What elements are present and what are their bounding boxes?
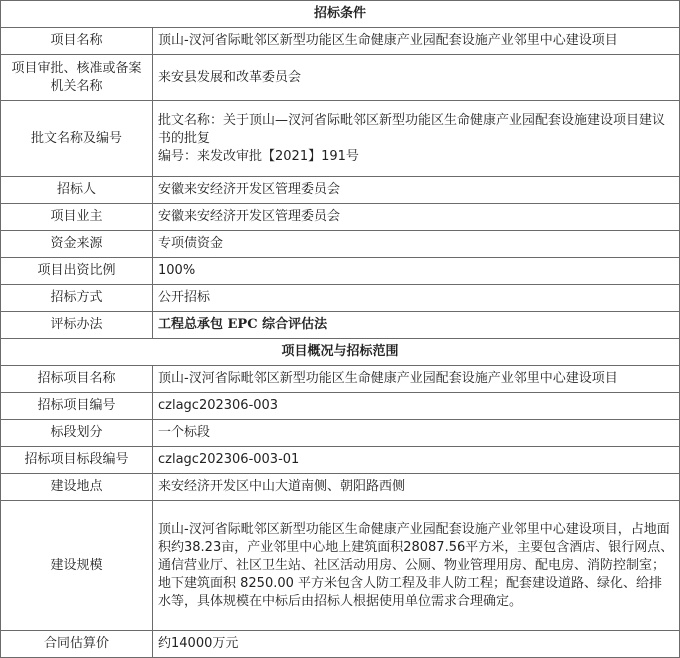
row-value: 约14000万元	[153, 631, 680, 658]
table-row	[1, 204, 680, 231]
table-row	[1, 258, 680, 285]
row-value: 来安经济开发区中山大道南侧、朝阳路西侧	[153, 474, 680, 501]
row-value: 顶山-汊河省际毗邻区新型功能区生命健康产业园配套设施产业邻里中心建设项目，占地面积约38.23亩，产业邻里中心地上建筑面积28087.56平方米，主要包含酒店、银行网点、通信营业厅、社区卫生站、社区活动用房、公厕、物业管理用房、配电房、消防控制室；地下建筑面积 8250.00 平方米包含人防工程及非人防工程；配套建设道路、绿化、给排水等，具体规模在中标后由招标人根据使用单位需求合理确定。	[153, 501, 680, 631]
row-label: 建设规模	[1, 501, 153, 631]
row-label: 招标人	[1, 177, 153, 204]
row-value: 来安县发展和改革委员会	[153, 55, 680, 101]
row-value: 安徽来安经济开发区管理委员会	[153, 177, 680, 204]
table-row	[1, 177, 680, 204]
row-label: 合同估算价	[1, 631, 153, 658]
row-label: 项目名称	[1, 28, 153, 55]
row-label: 招标项目名称	[1, 366, 153, 393]
table-row	[1, 231, 680, 258]
section-title-overview: 项目概况与招标范围	[1, 339, 680, 366]
approval-doc-number: 编号：来发改审批【2021】191号	[158, 148, 359, 164]
approval-doc-cell	[153, 101, 680, 177]
row-label: 项目审批、核准或备案机关名称	[1, 55, 153, 101]
row-value: 100%	[153, 258, 680, 285]
row-value: 专项债资金	[153, 231, 680, 258]
table-row	[1, 474, 680, 501]
row-label: 项目业主	[1, 204, 153, 231]
table-row	[1, 420, 680, 447]
table-row	[1, 285, 680, 312]
row-value: czlagc202306-003-01	[153, 447, 680, 474]
table-row	[1, 447, 680, 474]
section-header-row	[1, 339, 680, 366]
table-row	[1, 312, 680, 339]
row-label: 招标项目编号	[1, 393, 153, 420]
row-value: 顶山-汊河省际毗邻区新型功能区生命健康产业园配套设施产业邻里中心建设项目	[153, 28, 680, 55]
row-value: 公开招标	[153, 285, 680, 312]
table-row	[1, 28, 680, 55]
row-value: 一个标段	[153, 420, 680, 447]
row-label: 标段划分	[1, 420, 153, 447]
row-value: 工程总承包 EPC 综合评估法	[153, 312, 680, 339]
table-row	[1, 501, 680, 631]
row-label: 评标办法	[1, 312, 153, 339]
table-row	[1, 393, 680, 420]
approval-doc-name: 批文名称：关于顶山—汊河省际毗邻区新型功能区生命健康产业园配套设施建设项目建议书的批复	[158, 112, 666, 146]
table-row	[1, 101, 680, 177]
table-row	[1, 366, 680, 393]
row-label: 批文名称及编号	[1, 101, 153, 177]
row-value: 顶山-汊河省际毗邻区新型功能区生命健康产业园配套设施产业邻里中心建设项目	[153, 366, 680, 393]
row-label: 建设地点	[1, 474, 153, 501]
row-label: 项目出资比例	[1, 258, 153, 285]
row-value: 安徽来安经济开发区管理委员会	[153, 204, 680, 231]
row-label: 招标方式	[1, 285, 153, 312]
table-row	[1, 631, 680, 658]
section-header-row	[1, 1, 680, 28]
row-label: 招标项目标段编号	[1, 447, 153, 474]
table-row	[1, 55, 680, 101]
section-title-conditions: 招标条件	[1, 1, 680, 28]
row-label: 资金来源	[1, 231, 153, 258]
row-value: czlagc202306-003	[153, 393, 680, 420]
